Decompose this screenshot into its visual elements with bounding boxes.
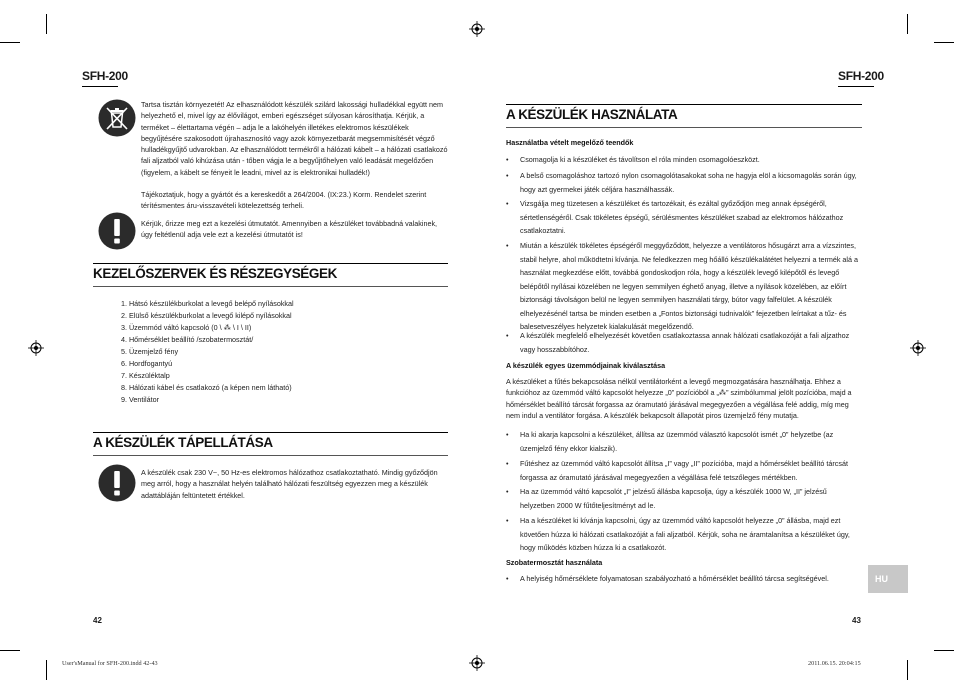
modes-item: • Ha a készüléket ki kívánja kapcsolni, úgy az üzemmód váltó kapcsolót helyezze „0” állásba, majd ezt követően húzza ki hálózati csatlakozóját a fali aljzatból. Kérjük, soha ne áramtalanítsa a készüléket úgy, hogy működés közben húzza ki a csatlakozót. — [520, 514, 860, 555]
power-section-title: A KÉSZÜLÉK TÁPELLÁTÁSA — [93, 435, 273, 450]
info-paragraph: Tájékoztatjuk, hogy a gyártót és a kereskedőt a 264/2004. (IX:23.) Korm. Rendelet szerint térítésmentes áru-visszavételi kötelezettség terheli. — [141, 190, 427, 211]
registration-mark-icon — [469, 21, 485, 37]
exclamation-icon — [98, 212, 136, 250]
power-paragraph: A készülék csak 230 V~, 50 Hz-es elektromos hálózathoz csatlakoztatható. Mindig győződjön meg arról, hogy a használat helyén található hálózati feszültség egyezzen meg a készülék adattábláján feltüntetett értékkel. — [141, 468, 438, 500]
before-use-item: • A belső csomagoláshoz tartozó nylon csomagolótasakokat soha ne hagyja elöl a kicsomagolás során úgy, hogy azt gyermekei játék céljára használhassák. — [520, 169, 860, 196]
controls-item: 7. Készüléktalp — [121, 371, 170, 380]
registration-mark-icon — [910, 340, 926, 356]
section-rule-top — [93, 432, 448, 433]
environment-paragraph: Tartsa tisztán környezetét! Az elhasználódott készülék szilárd lakossági hulladékkal együtt nem helyezhető el, mivel így az élővilágot, emberi egészséget súlyosan károsíthatja. Kérjük, a terméket – élettartama végén – adja le a lakóhelyén illetékes elektromos készülékek begyűjtésére szakosodott újrahasznosító vagy azok környezetbarát megsemmisítését végző hulladékgyűjtő udvarokban. Az elhasználódott termékről a hálózati kábelt – a hálózati csatlakozó fali aljzatból való kihúzása után - tőben vágja le a begyűjtőhelyen való leadását megelőzően (figyelem, a kábelt se fényeit le leadni, mivel az is elektronikai hulladék!) — [141, 100, 448, 177]
controls-section-title: KEZELŐSZERVEK ÉS RÉSZEGYSÉGEK — [93, 266, 337, 281]
footer-file-name: User'sManual for SFH-200.indd 42-43 — [62, 660, 158, 667]
exclamation-icon — [98, 464, 136, 502]
page-number-left: 42 — [93, 616, 102, 625]
page-number-right: 43 — [852, 616, 861, 625]
registration-mark-icon — [28, 340, 44, 356]
crop-mark — [907, 14, 908, 34]
controls-item: 2. Elülső készülékburkolat a levegő kilépő nyílásokkal — [121, 311, 292, 320]
model-header-right: SFH-200 — [838, 69, 884, 83]
crossed-bin-icon — [98, 99, 136, 137]
controls-item: 9. Ventilátor — [121, 395, 159, 404]
crop-mark — [0, 650, 20, 651]
before-use-item: • Vizsgálja meg tüzetesen a készüléket és tartozékait, és ezáltal győződjön meg annak épségéről, sértetlenségéről. Csak tökéletes épségű, sérülésmentes készüléket szabad az elektromos hálózathoz csatlakoztatni. — [520, 197, 860, 238]
section-rule-top — [506, 104, 862, 105]
controls-item: 1. Hátsó készülékburkolat a levegő belépő nyílásokkal — [121, 299, 294, 308]
section-rule-bottom — [93, 286, 448, 287]
before-use-item: • Miután a készülék tökéletes épségéről meggyőződött, helyezze a ventilátoros hősugárzt arra a vízszintes, stabil helyre, ahol működtetni kívánja. Ne feledkezzen meg hőálló készülékalátétet helyezni a termék alá a használat megkezdése előtt, továbbá gondoskodjon róla, hogy a készülék levegő kilépőtől és levegő belépőtől nyílásai közelében ne legyen semmilyen éghető anyag, illetve a nyílások közelében, az előírt biztonsági távolságon belül ne legyen semmilyen használati tárgy, bútor vagy falfelület. A készülék elhelyezésénél tartsa be minden esetben a „Fontos biztonsági tudnivalók” fejezetben leírtakat a tűz- és balesetveszélyes helyzetek kialakulását megelőzendő. — [520, 239, 860, 334]
usage-section-title: A KÉSZÜLÉK HASZNÁLATA — [506, 107, 678, 122]
controls-item: 6. Hordfogantyú — [121, 359, 173, 368]
language-tab: HU — [868, 565, 908, 593]
thermostat-subtitle: Szobatermosztát használata — [506, 558, 603, 567]
before-use-item: • Csomagolja ki a készüléket és távolítson el róla minden csomagolóeszközt. — [520, 153, 860, 167]
registration-mark-icon — [469, 655, 485, 671]
section-rule-top — [93, 263, 448, 264]
thermostat-item: • A helyiség hőmérséklete folyamatosan szabályozható a hőmérséklet beállító tárcsa segítségével. — [520, 572, 860, 586]
modes-item: • Fűtéshez az üzemmód váltó kapcsolót állítsa „I” vagy „II” pozícióba, majd a hőmérséklet beállító tárcsát forgassa az óramutató járásával megegyezően a végállása felé tetszőleges mértékben. — [520, 457, 860, 484]
modes-item: • Ha ki akarja kapcsolni a készüléket, állítsa az üzemmód választó kapcsolót ismét „0” helyzetbe (az üzemjelző fény ekkor kialszik). — [520, 428, 860, 455]
before-use-item: • A készülék megfelelő elhelyezését követően csatlakoztassa annak hálózati csatlakozóját a fali aljzathoz vagy hosszabbítóhoz. — [520, 329, 860, 356]
crop-mark — [934, 42, 954, 43]
section-rule-bottom — [93, 455, 448, 456]
modes-intro-paragraph: A készüléket a fűtés bekapcsolása nélkül ventilátorként a levegő megmozgatására használhatja. Ehhez a funkcióhoz az üzemmód váltó kapcsolót helyezze „0” pozícióból a „⁂” szimbólummal jelölt pozícióba, majd a hőmérséklet beállító tárcsát forgassa az óramutató járásával megegyezően a végállása felé addig, míg meg nem indul a ventilátor forgása. A készülék bekapcsolt állapotát piros üzemjelző fény mutatja. — [506, 377, 852, 420]
keep-manual-paragraph: Kérjük, őrizze meg ezt a kezelési útmutatót. Amennyiben a készüléket továbbadná valakinek, úgy feltétlenül adja vele ezt a kezelési útmutatót is! — [141, 219, 438, 240]
crop-mark — [907, 660, 908, 680]
header-rule-right — [838, 86, 874, 87]
crop-mark — [0, 42, 20, 43]
controls-item: 8. Hálózati kábel és csatlakozó (a képen nem látható) — [121, 383, 292, 392]
crop-mark — [46, 14, 47, 34]
footer-timestamp: 2011.06.15. 20:04:15 — [808, 660, 861, 667]
controls-item: 3. Üzemmód váltó kapcsoló (0 \ ⁂ \ I \ II) — [121, 323, 252, 332]
modes-item: • Ha az üzemmód váltó kapcsolót „I” jelzésű állásba kapcsolja, úgy a készülék 1000 W, „II” jelzésű helyzetben 2000 W fűtőteljesítményt ad le. — [520, 485, 860, 512]
controls-item: 5. Üzemjelző fény — [121, 347, 179, 356]
header-rule-left — [82, 86, 118, 87]
before-use-subtitle: Használatba vételt megelőző teendők — [506, 138, 634, 147]
model-header-left: SFH-200 — [82, 69, 128, 83]
crop-mark — [934, 650, 954, 651]
modes-subtitle: A készülék egyes üzemmódjainak kiválasztása — [506, 361, 666, 370]
crop-mark — [46, 660, 47, 680]
controls-item: 4. Hőmérséklet beállító /szobatermosztát/ — [121, 335, 254, 344]
section-rule-bottom — [506, 127, 862, 128]
